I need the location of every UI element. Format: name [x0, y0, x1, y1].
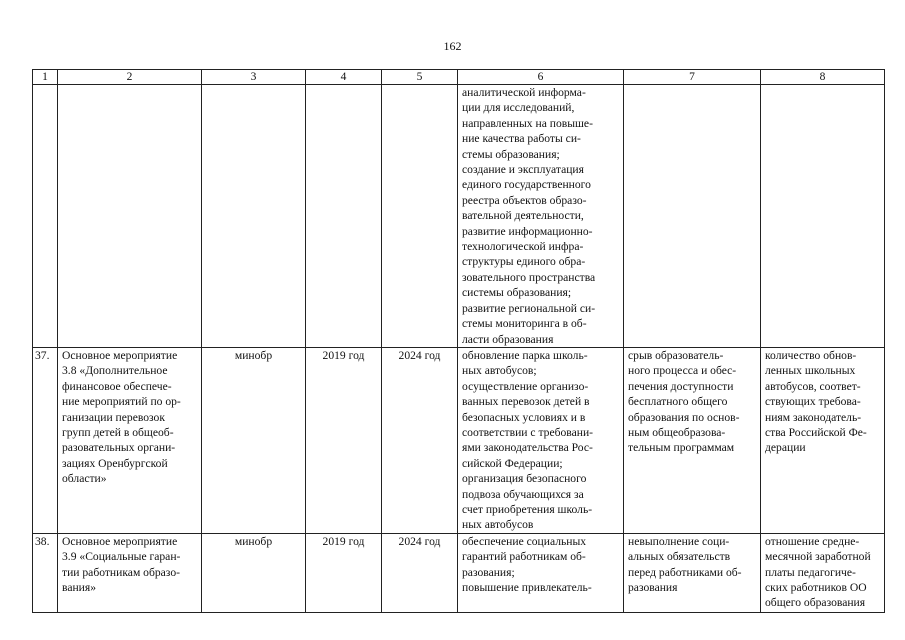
- indicator-link: количество обнов- ленных школьных автобусов, соответ- ствующих требова- ниям законодатель- ства Российской Фе- дерации: [761, 347, 885, 533]
- event-name: Основное мероприятие 3.8 «Дополнительное финансовое обеспече- ние мероприятий по ор- ганизации перевозок групп детей в общеоб- разовательных органи- зациях Оренбургской области»: [58, 347, 202, 533]
- row-number: 38.: [33, 533, 58, 612]
- expected-results: обновление парка школь- ных автобусов; осуществление организо- ванных перевозок детей в безопасных условиях и в соответствии с требовани- ями законодательства Рос- сийской Федерации; организация безопасного подвоза обучающихся за счет приобретения школь- ных автобусов: [458, 347, 624, 533]
- page-number: 162: [443, 39, 462, 53]
- event-name: Основное мероприятие 3.9 «Социальные гаран- тии работникам образо- вания»: [58, 533, 202, 612]
- start-year: 2019 год: [306, 347, 382, 533]
- table-row: [33, 533, 885, 612]
- column-number-header: 6: [458, 70, 624, 85]
- non-implementation-consequences: [624, 85, 761, 348]
- column-number-header: 8: [761, 70, 885, 85]
- end-year: 2024 год: [382, 533, 458, 612]
- event-name: [58, 85, 202, 348]
- column-number-header: 1: [33, 70, 58, 85]
- column-number-header: 7: [624, 70, 761, 85]
- table-row: [33, 85, 885, 348]
- non-implementation-consequences: срыв образователь- ного процесса и обес- печения доступности бесплатного общего образования по основ- ным общеобразова- тельным программам: [624, 347, 761, 533]
- column-number-header: 4: [306, 70, 382, 85]
- column-number-row: [33, 70, 885, 85]
- indicator-link: отношение средне- месячной заработной платы педагогиче- ских работников ОО общего образования: [761, 533, 885, 612]
- non-implementation-consequences: невыполнение соци- альных обязательств перед работниками об- разования: [624, 533, 761, 612]
- start-year: [306, 85, 382, 348]
- end-year: 2024 год: [382, 347, 458, 533]
- expected-results: аналитической информа- ции для исследований, направленных на повыше- ние качества работы си- стемы образования; создание и эксплуатация единого государственного реестра объектов образо- вательной деятельности, развитие информационно- технологической инфра- структуры единого обра- зовательного пространства системы образования; развитие региональной си- стемы мониторинга в об- ласти образования: [458, 85, 624, 348]
- row-number: [33, 85, 58, 348]
- executor: минобр: [202, 347, 306, 533]
- measures-table: [32, 69, 885, 613]
- executor: [202, 85, 306, 348]
- expected-results: обеспечение социальных гарантий работникам об- разования; повышение привлекатель-: [458, 533, 624, 612]
- end-year: [382, 85, 458, 348]
- executor: минобр: [202, 533, 306, 612]
- indicator-link: [761, 85, 885, 348]
- start-year: 2019 год: [306, 533, 382, 612]
- column-number-header: 2: [58, 70, 202, 85]
- row-number: 37.: [33, 347, 58, 533]
- table-row: [33, 347, 885, 533]
- column-number-header: 5: [382, 70, 458, 85]
- column-number-header: 3: [202, 70, 306, 85]
